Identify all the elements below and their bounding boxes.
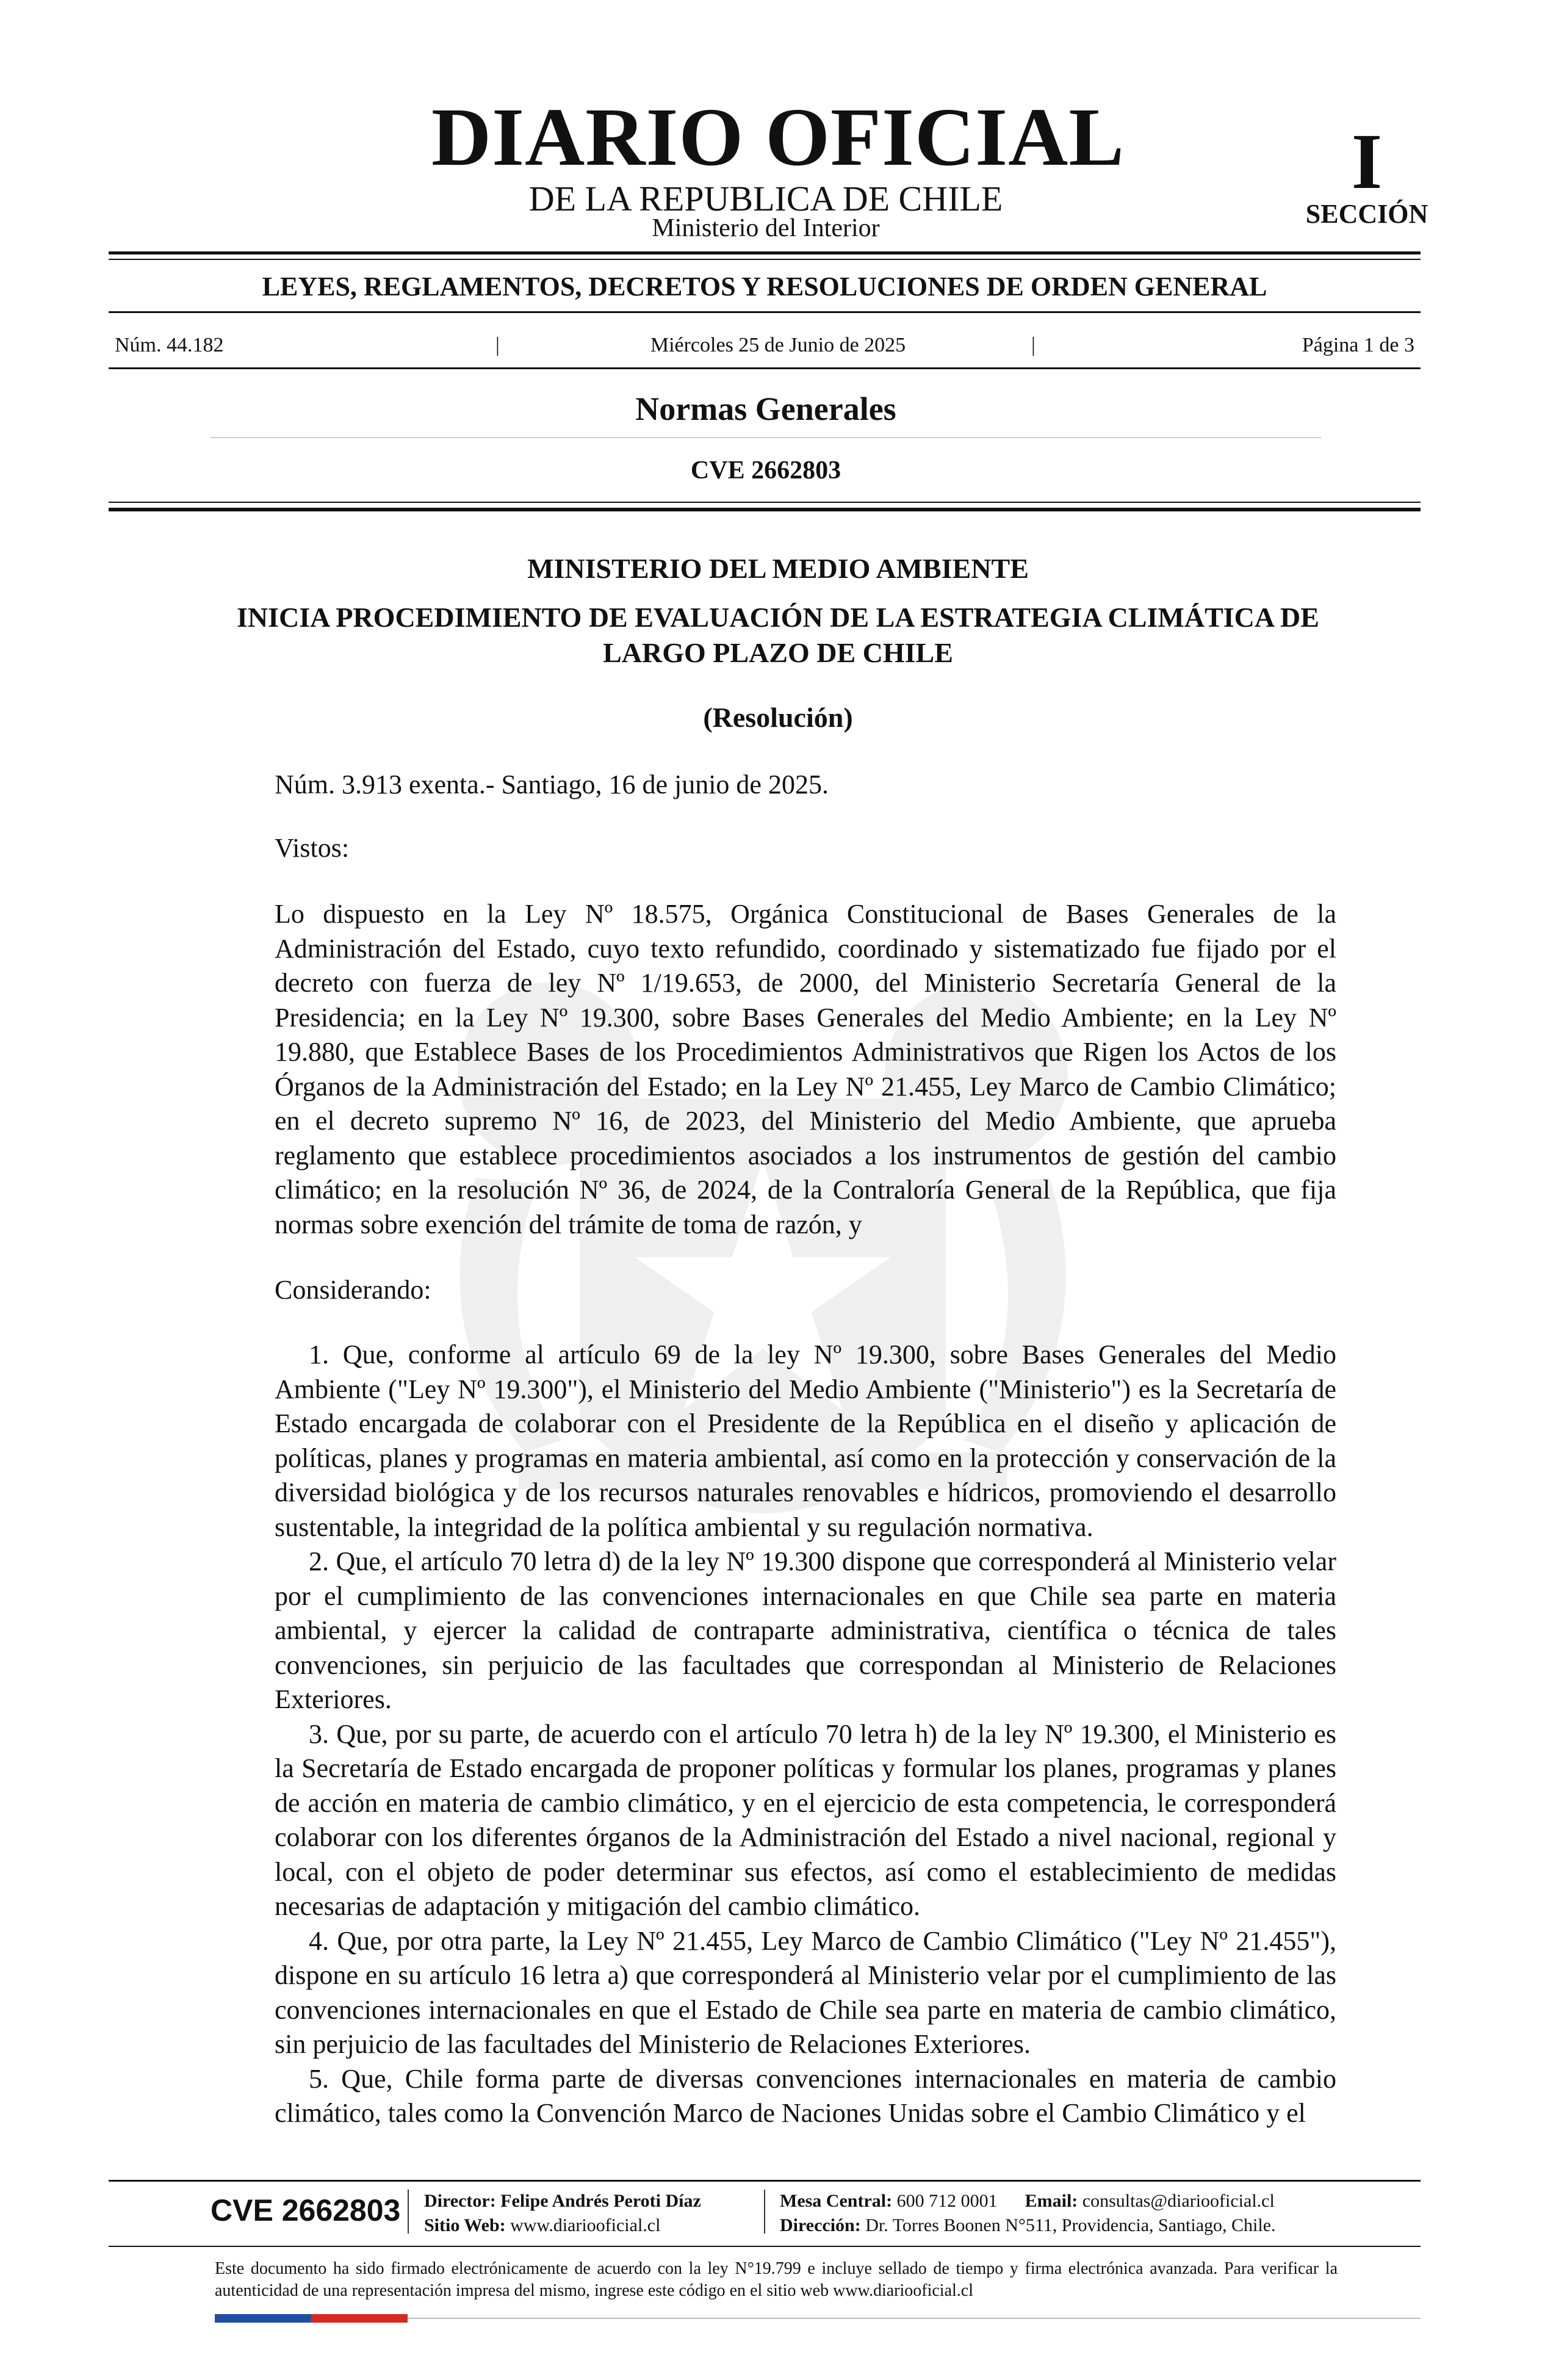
newspaper-ministry: Ministerio del Interior	[652, 214, 880, 242]
section-number: I	[1351, 118, 1383, 206]
resolution-number: Núm. 3.913 exenta.- Santiago, 16 de junio de 2025.	[275, 770, 829, 799]
director-name: Felipe Andrés Peroti Díaz	[500, 2191, 701, 2211]
vistos-label: Vistos:	[275, 833, 350, 863]
footer-rule-bottom	[408, 2318, 1421, 2319]
vistos-paragraph: Lo dispuesto en la Ley Nº 18.575, Orgánica Constitucional de Bases Generales de la Administración del Estado, cuyo texto refundido, coordinado y sistematizado fue fijado por el decreto con fuerza de ley Nº 1/19.653, de 2000, del Ministerio Secretaría General de la Presidencia; en la Ley Nº 19.300, sobre Bases Generales del Medio Ambiente; en la Ley Nº 19.880, que Establece Bases de los Procedimientos Administrativos que Rigen los Actos de los Órganos de la Administración del Estado; en la Ley Nº 21.455, Ley Marco de Cambio Climático; en el decreto supremo Nº 16, de 2023, del Ministerio del Medio Ambiente, que aprueba reglamento que establece procedimientos asociados a los instrumentos de gestión del cambio climático; en la resolución Nº 36, de 2024, de la Contraloría General de la República, que fija normas sobre exención del trámite de toma de razón, y	[275, 899, 1336, 1239]
web-label: Sitio Web:	[424, 2215, 506, 2235]
section-banner: LEYES, REGLAMENTOS, DECRETOS Y RESOLUCIONES DE ORDEN GENERAL	[262, 272, 1267, 301]
footer-address	[780, 2214, 1276, 2237]
address-label: Dirección:	[780, 2215, 861, 2235]
vistos-body	[275, 897, 1336, 1242]
mesa-value: 600 712 0001	[896, 2191, 998, 2211]
category-divider	[211, 437, 1321, 438]
considerando-2: 2. Que, el artículo 70 letra d) de la ley Nº 19.300 dispone que corresponderá al Ministerio velar por el cumplimiento de las convenciones internacionales en que Chile sea parte en materia ambiental, y ejercer la calidad de contraparte administrativa, científica o técnica de tales convenciones, sin perjuicio de las facultades que correspondan al Ministerio de Relaciones Exteriores.	[275, 1546, 1336, 1714]
banner-rule	[109, 311, 1421, 313]
address-value: Dr. Torres Boonen N°511, Providencia, Santiago, Chile.	[865, 2215, 1276, 2235]
top-rule-thin	[109, 259, 1421, 260]
newspaper-title: DIARIO OFICIAL	[431, 92, 1125, 183]
issue-separator-right: |	[1031, 334, 1036, 356]
email-value[interactable]: consultas@diariooficial.cl	[1082, 2191, 1275, 2211]
footer-separator-2	[764, 2190, 765, 2234]
web-value[interactable]: www.diariooficial.cl	[510, 2215, 661, 2235]
newspaper-subtitle: DE LA REPUBLICA DE CHILE	[528, 179, 1003, 218]
document-type: (Resolución)	[703, 702, 853, 733]
footer-separator-1	[408, 2190, 409, 2234]
issue-date: Miércoles 25 de Junio de 2025	[650, 334, 906, 356]
top-rule-thick	[109, 251, 1421, 254]
issue-rule	[109, 367, 1421, 369]
email-label: Email:	[1025, 2191, 1078, 2211]
heading-cve: CVE 2662803	[690, 456, 841, 485]
footer-contact	[780, 2190, 1275, 2213]
considerandos-body	[275, 1338, 1336, 2131]
mesa-label: Mesa Central:	[780, 2191, 893, 2211]
footer-rule-mid	[109, 2246, 1421, 2247]
page-number: Página 1 de 3	[1302, 334, 1414, 356]
heading-rule-thick	[109, 508, 1421, 511]
flag-stripe-blue	[215, 2314, 311, 2323]
considerando-3: 3. Que, por su parte, de acuerdo con el artículo 70 letra h) de la ley Nº 19.300, el Ministerio es la Secretaría de Estado encargada de proponer políticas y formular los planes, programas y planes de acción en materia de cambio climático, y en el ejercicio de esta competencia, le corresponderá colaborar con los diferentes órganos de la Administración del Estado a nivel nacional, regional y local, con el objeto de poder determinar sus efectos, así como el establecimiento de medidas necesarias de adaptación y mitigación del cambio climático.	[275, 1718, 1336, 1921]
heading-rule-thin	[109, 502, 1421, 503]
issue-separator-left: |	[495, 334, 500, 356]
flag-stripe-red	[311, 2314, 408, 2323]
issue-number: Núm. 44.182	[115, 334, 224, 356]
document-title-line-2: LARGO PLAZO DE CHILE	[603, 637, 953, 668]
document-title-line-1: INICIA PROCEDIMIENTO DE EVALUACIÓN DE LA ESTRATEGIA CLIMÁTICA DE	[237, 602, 1319, 633]
considerando-4: 4. Que, por otra parte, la Ley Nº 21.455, Ley Marco de Cambio Climático ("Ley Nº 21.455"), dispone en su artículo 16 letra a) que corresponderá al Ministerio velar por el cumplimiento de las convenciones internacionales en que el Estado de Chile sea parte en materia de cambio climático, sin perjuicio de las facultades del Ministerio de Relaciones Exteriores.	[275, 1925, 1336, 2059]
considerando-label: Considerando:	[275, 1275, 431, 1305]
section-label: SECCIÓN	[1305, 199, 1428, 229]
category-heading: Normas Generales	[635, 391, 896, 427]
footer-director	[424, 2190, 701, 2213]
footer-cve: CVE 2662803	[211, 2193, 401, 2227]
considerando-1: 1. Que, conforme al artículo 69 de la ley Nº 19.300, sobre Bases Generales del Medio Ambiente ("Ley Nº 19.300"), el Ministerio del Medio Ambiente ("Ministerio") es la Secretaría de Estado encargada de colaborar con el Presidente de la República en el diseño y aplicación de políticas, planes y programas en materia ambiental, así como en la protección y conservación de la diversidad biológica y de los recursos naturales renovables e hídricos, promoviendo el desarrollo sustentable, la integridad de la política ambiental y su regulación normativa.	[275, 1340, 1336, 1542]
footer-web	[424, 2214, 660, 2237]
considerando-5: 5. Que, Chile forma parte de diversas convenciones internacionales en materia de cambio climático, tales como la Convención Marco de Naciones Unidas sobre el Cambio Climático y el	[275, 2063, 1336, 2128]
director-label: Director:	[424, 2191, 496, 2211]
footer-signature-note: Este documento ha sido firmado electrónicamente de acuerdo con la ley N°19.799 e incluye sellado de tiempo y firma electrónica avanzada. Para verificar la autenticidad de una representación impresa del mismo, ingrese este código en el sitio web www.diariooficial.cl	[215, 2259, 1338, 2300]
document-ministry: MINISTERIO DEL MEDIO AMBIENTE	[527, 553, 1029, 584]
footer-rule-top	[109, 2180, 1421, 2182]
